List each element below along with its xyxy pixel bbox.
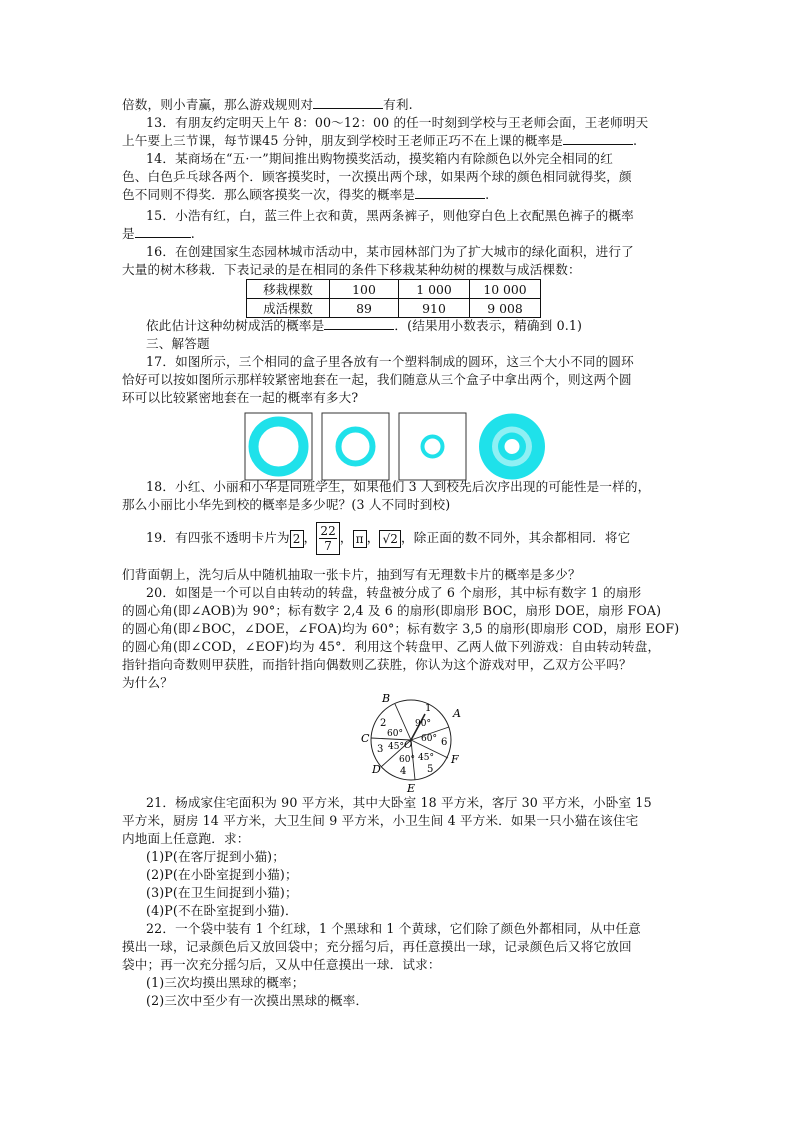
- q20-line1: 20．如图是一个可以自由转动的转盘，转盘被分成了 6 个扇形，其中标有数字 1 的扇形: [146, 585, 642, 600]
- table-row: [247, 299, 541, 318]
- q21-part1: (1)P(在客厅捉到小猫)；: [146, 849, 285, 864]
- table-cell: 89: [330, 299, 399, 318]
- q17-line2: 恰好可以按如图所示那样较紧密地套在一起，我们随意从三个盒子中拿出两个，则这两个圆: [122, 372, 632, 387]
- box-2: [322, 413, 389, 480]
- q13-line2: 上午要上三节课，每节课45 分钟，朋友到学校时王老师正巧不在上课的概率是 .: [122, 133, 638, 148]
- q15-line2: 是 .: [122, 226, 195, 241]
- q13-line1: 13．有朋友约定明天上午 8：00～12：00 的任一时刻到学校与王老师会面，王老师明天: [146, 115, 649, 130]
- point-label-e: E: [407, 782, 416, 795]
- sector-number-5: 5: [427, 764, 434, 775]
- large-ring: [254, 422, 304, 472]
- section-title-answers: 三、解答题: [146, 336, 210, 351]
- sector-number-3: 3: [377, 744, 384, 755]
- table-cell: 1 000: [399, 280, 470, 299]
- q14-answer-blank[interactable]: [415, 186, 485, 199]
- q16-line2: 大量的树木移栽．下表记录的是在相同的条件下移栽某种幼树的棵数与成活棵数：: [122, 262, 581, 277]
- q17-line1: 17．如图所示，三个相同的盒子里各放有一个塑料制成的圆环，这三个大小不同的圆环: [146, 354, 634, 369]
- q18-line2: 那么小丽比小华先到校的概率是多少呢？(3 人不同时到校): [122, 497, 451, 512]
- table-row: [247, 280, 541, 299]
- q21-line1: 21．杨成家住宅面积为 90 平方米，其中大卧室 18 平方米，客厅 30 平方米，小卧室 15: [146, 795, 652, 810]
- table-cell: 910: [399, 299, 470, 318]
- point-label-a: A: [453, 707, 461, 720]
- sector-number-4: 4: [400, 766, 407, 777]
- q20-line2: 的圆心角(即∠AOB)为 90°；标有数字 2,4 及 6 的扇形(即扇形 BOC，扇形 DOE，扇形 FOA): [122, 603, 662, 618]
- q22-part1: (1)三次均摸出黑球的概率；: [146, 975, 305, 990]
- q14-line1: 14．某商场在“五·一”期间推出购物摸奖活动，摸奖箱内有除颜色以外完全相同的红: [146, 151, 613, 166]
- q15-line1: 15．小浩有红，白，蓝三件上衣和黄，黑两条裤子，则他穿白色上衣配黑色裤子的概率: [146, 208, 634, 223]
- q21-line3: 内地面上任意跑．求：: [122, 831, 250, 846]
- card-22-over-7: $\frac{22}{7}$: [316, 522, 340, 555]
- q21-part3: (3)P(在卫生间捉到小猫)；: [146, 885, 298, 900]
- q19-line1: 19．有四张不透明卡片为 2 ， $\frac{22}{7}$ ， π ， √2 ，除正面的数不同外，其余都相同．将它: [146, 524, 631, 553]
- q14-line3: 色不同则不得奖．那么顾客摸奖一次，得奖的概率是 .: [122, 187, 490, 202]
- q21-part2: (2)P(在小卧室捉到小猫)；: [146, 867, 298, 882]
- q20-line4: 的圆心角(即∠COD，∠EOF)均为 45°．利用这个转盘甲、乙两人做下列游戏：自由转动转盘，: [122, 639, 661, 654]
- angle-label-5: 45°: [418, 753, 434, 763]
- spinner-figure: [355, 690, 475, 795]
- rings-figure: [240, 410, 550, 484]
- table-cell: 9 008: [470, 299, 541, 318]
- sector-number-2: 2: [380, 718, 387, 729]
- angle-label-1: 90°: [415, 719, 431, 729]
- q22-line1: 22．一个袋中装有 1 个红球，1 个黑球和 1 个黄球，它们除了颜色外都相同，从中任意: [146, 921, 641, 936]
- q21-line2: 平方米，厨房 14 平方米，大卫生间 9 平方米，小卫生间 4 平方米．如果一只小猫在该住宅: [122, 813, 639, 828]
- point-label-c: C: [361, 732, 370, 745]
- table-cell: 成活棵数: [247, 299, 330, 318]
- q22-line2: 摸出一球，记录颜色后又放回袋中；充分摇匀后，再任意摸出一球，记录颜色后又将它放回: [122, 939, 632, 954]
- angle-label-4: 60°: [399, 755, 415, 765]
- q22-line3: 袋中；再一次充分摇匀后，又从中任意摸出一球．试求：: [122, 957, 441, 972]
- sector-number-6: 6: [441, 737, 448, 748]
- angle-label-6: 60°: [421, 734, 437, 744]
- q21-part4: (4)P(不在卧室捉到小猫)．: [146, 903, 298, 918]
- medium-ring: [339, 430, 373, 464]
- q19-line2: 们背面朝上，洗匀后从中随机抽取一张卡片，抽到写有无理数卡片的概率是多少？: [122, 567, 581, 582]
- point-label-d: D: [372, 763, 381, 776]
- card-pi: π: [353, 530, 367, 548]
- q16-answer-blank[interactable]: [324, 317, 394, 330]
- angle-label-3: 45°: [388, 742, 404, 752]
- q17-line3: 环可以比较紧密地套在一起的概率有多大?: [122, 390, 359, 405]
- q20-line5: 指针指向奇数则甲获胜，而指针指向偶数则乙获胜，你认为这个游戏对甲，乙双方公平吗？: [122, 657, 632, 672]
- q14-line2: 色、白色乒乓球各两个．顾客摸奖时，一次摸出两个球，如果两个球的颜色相同就得奖，颜: [122, 169, 632, 184]
- q16-line3: 依此估计这种幼树成活的概率是 ．(结果用小数表示，精确到 0.1): [146, 318, 583, 333]
- box-3: [399, 413, 466, 480]
- q20-line6: 为什么？: [122, 675, 173, 690]
- small-ring: [423, 437, 443, 457]
- point-label-b: B: [382, 692, 391, 705]
- q22-part2: (2)三次中至少有一次摸出黑球的概率．: [146, 993, 369, 1008]
- q20-line3: 的圆心角(即∠BOC，∠DOE，∠FOA)均为 60°；标有数字 3,5 的扇形(即扇形 COD，扇形 EOF): [122, 621, 680, 636]
- center-label-o: O: [404, 740, 413, 751]
- table-cell: 100: [330, 280, 399, 299]
- q15-answer-blank[interactable]: [135, 225, 191, 238]
- tree-transplant-table: [246, 279, 541, 318]
- q16-line1: 16．在创建国家生态园林城市活动中，某市园林部门为了扩大城市的绿化面积，进行了: [146, 244, 634, 259]
- sector-number-1: 1: [425, 703, 432, 714]
- table-cell: 移栽棵数: [247, 280, 330, 299]
- q13-answer-blank[interactable]: [563, 132, 633, 145]
- angle-label-2: 60°: [387, 729, 403, 739]
- q18-line1: 18．小红、小丽和小华是同班学生，如果他们 3 人到校先后次序出现的可能性是一样的，: [146, 479, 651, 494]
- card-sqrt2: √2: [379, 530, 401, 548]
- table-cell: 10 000: [470, 280, 541, 299]
- point-label-f: F: [451, 753, 459, 766]
- q12-tail: 倍数，则小青赢，那么游戏规则对 有利.: [122, 97, 413, 112]
- card-2: 2: [290, 530, 304, 548]
- q12-answer-blank[interactable]: [313, 96, 383, 109]
